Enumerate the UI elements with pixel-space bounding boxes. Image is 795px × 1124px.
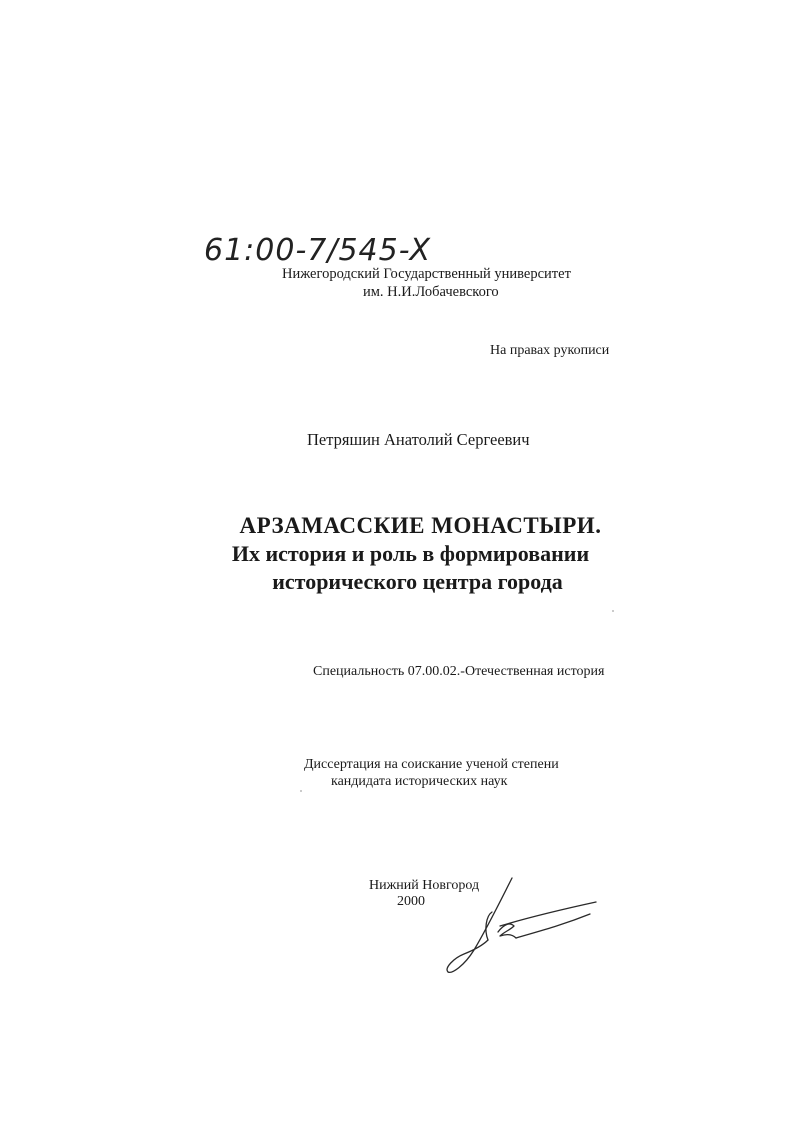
svg-text:61:00-7/545-X: 61:00-7/545-X	[204, 233, 432, 268]
year: 2000	[397, 894, 425, 909]
scan-speck	[300, 790, 302, 792]
title-line-3: исторического центра города	[272, 569, 563, 594]
manuscript-rights-note: На правах рукописи	[490, 343, 610, 358]
handwritten-signature	[440, 872, 610, 982]
degree-line-2: кандидата исторических наук	[331, 774, 508, 789]
title-line-1: АРЗАМАССКИЕ МОНАСТЫРИ.	[239, 513, 602, 538]
university-name: Нижегородский Государственный университет	[282, 266, 571, 282]
university-namesake: им. Н.И.Лобачевского	[363, 284, 499, 300]
title-line-2: Их история и роль в формировании	[231, 541, 590, 566]
degree-line-1: Диссертация на соискание ученой степени	[304, 757, 559, 772]
scan-speck	[612, 610, 614, 612]
city: Нижний Новгород	[369, 878, 480, 893]
specialty-line: Специальность 07.00.02.-Отечественная история	[313, 664, 605, 679]
author-name: Петряшин Анатолий Сергеевич	[307, 430, 530, 449]
